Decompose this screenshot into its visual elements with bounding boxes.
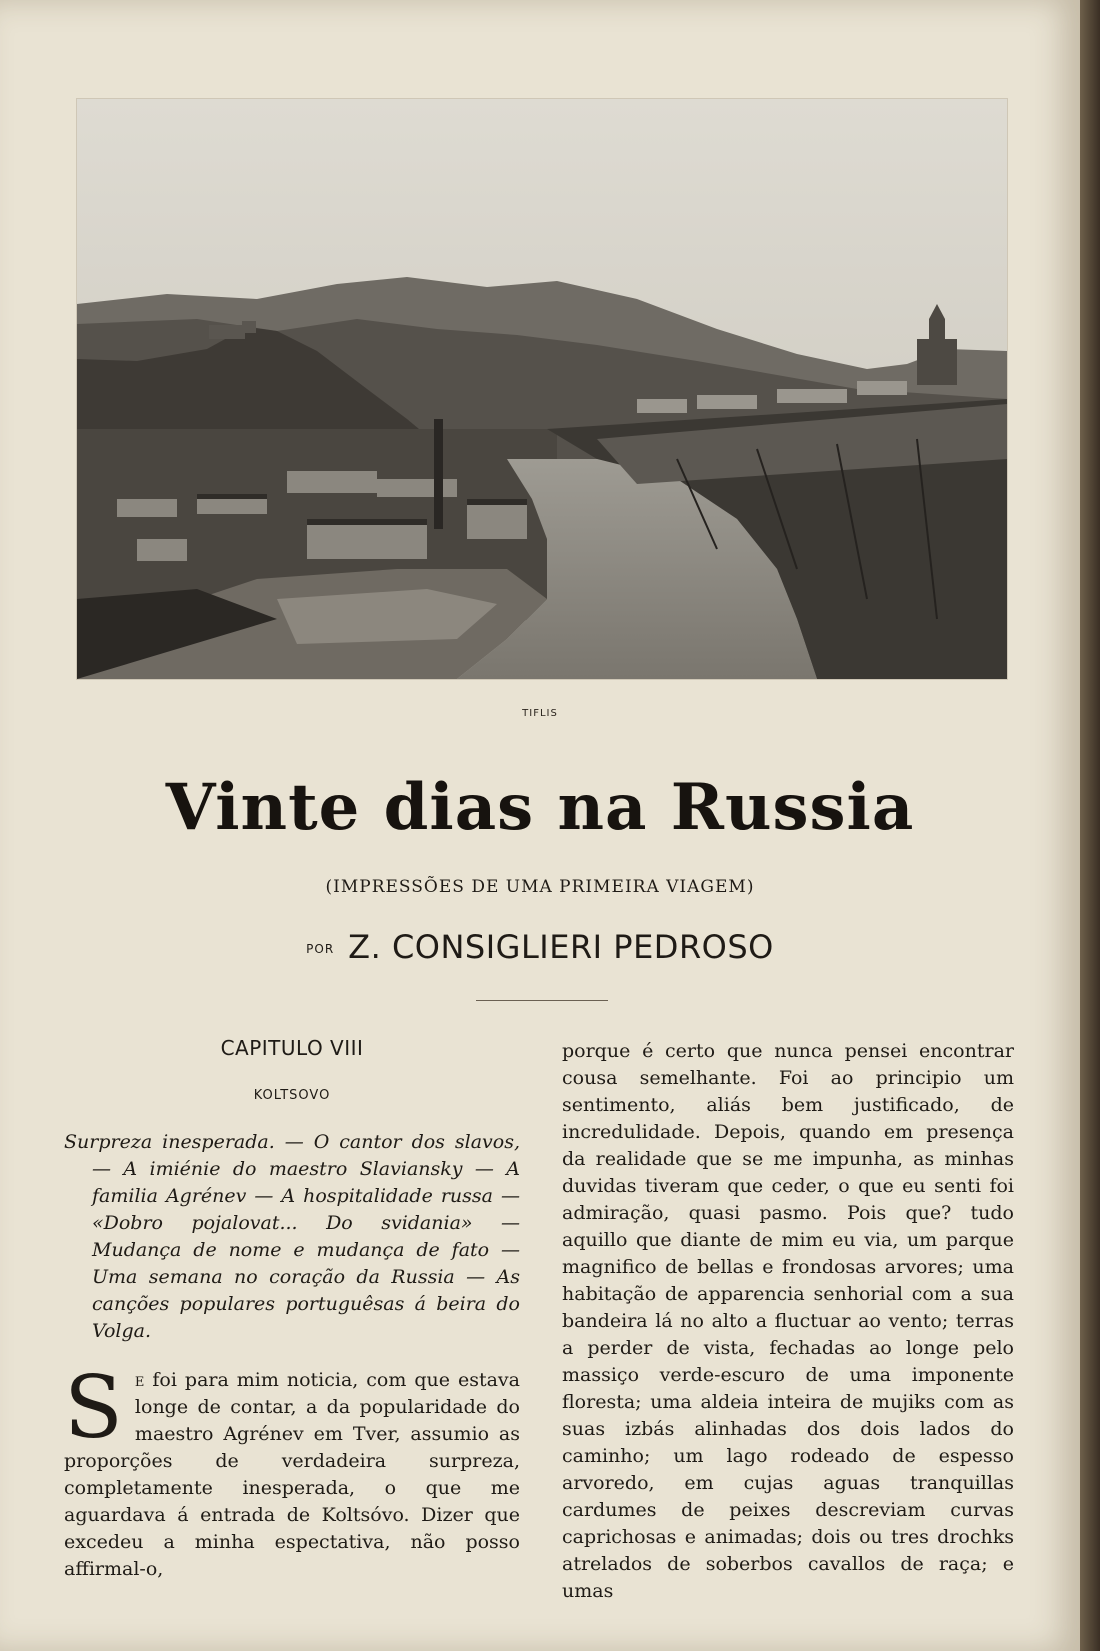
body-paragraph-left [64, 1358, 520, 1583]
article-title: Vinte dias na Russia [165, 770, 915, 845]
chapter-summary: Surpreza inesperada. — O cantor dos slavos, — A imiénie do maestro Slaviansky — A familia Agrénev — A hospitalidade russa — «Dobro pojalovat... Do svidania» — Mudança de nome e mudança de fato — Uma semana no coração da Russia — As canções populares portuguêsas á beira do Volga. [64, 1131, 520, 1342]
first-word-rest: e [134, 1369, 145, 1391]
left-body-text: foi para mim noticia, com que estava longe de contar, a da popularidade do maestro Agrénev em Tver, assumio as proporções de verdadeira surpreza, completamente inesperada, o que me aguardava á entrada de Koltsóvo. Dizer que excedeu a minha espectativa, não posso affirmal-o, [64, 1369, 520, 1580]
left-column [64, 1030, 520, 1583]
photo-caption: TIFLIS [522, 708, 558, 719]
tiflis-photo-illustration [77, 99, 1007, 679]
author-name: Z. CONSIGLIERI PEDROSO [348, 928, 774, 966]
article-subtitle: (IMPRESSÕES DE UMA PRIMEIRA VIAGEM) [325, 877, 755, 897]
drop-cap: S [64, 1358, 123, 1458]
landscape-photo [76, 98, 1008, 680]
body-paragraph-right: porque é certo que nunca pensei encontrar cousa semelhante. Foi ao principio um sentimento, aliás bem justificado, de incredulidade. Depois, quando em presença da realidade que se me impunha, as minhas duvidas tiveram que ceder, o que eu senti foi admiração, quasi pasmo. Pois que? tudo aquillo que diante de mim eu via, um parque magnifico de bellas e frondosas arvores; uma habitação de apparencia senhorial com a sua bandeira lá no alto a fluctuar ao vento; terras a perder de vista, fechadas ao longe pelo massiço verde-escuro de uma imponente floresta; uma aldeia inteira de mujiks com as suas izbás alinhadas dos dois lados do caminho; um lago rodeado de espesso arvoredo, em cujas aguas tranquillas cardumes de peixes descreviam curvas caprichosas e animadas; dois ou tres drochks atrelados de soberbos cavallos de raça; e umas [562, 1040, 1014, 1602]
section-heading: KOLTSOVO [253, 1088, 331, 1103]
title-divider [476, 1000, 608, 1001]
chapter-heading: CAPITULO VIII [220, 1036, 364, 1060]
page-binding-edge [1080, 0, 1100, 1651]
author-prefix: POR [306, 942, 335, 956]
right-column [562, 1038, 1014, 1605]
author-line [0, 928, 1080, 966]
